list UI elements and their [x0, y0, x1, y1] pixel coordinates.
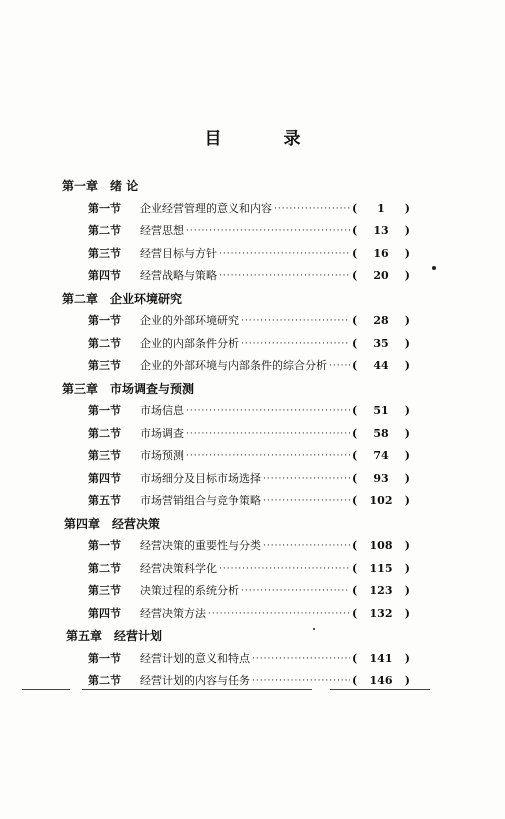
chapter-title: 市场调查与预测: [110, 381, 195, 396]
chapter-heading: [64, 515, 160, 533]
chapter-title: 经营决策: [112, 516, 161, 531]
toc-entry: [88, 335, 410, 353]
page-number: 16: [373, 246, 389, 260]
chapter-title: 绪 论: [110, 179, 139, 193]
section-title: 市场信息: [140, 404, 184, 417]
chapter-heading: [66, 627, 162, 645]
open-paren: (: [352, 494, 358, 507]
open-paren: (: [352, 539, 358, 552]
section-title: 经营决策科学化: [140, 561, 217, 575]
page-ref: [352, 222, 410, 240]
close-paren: ): [404, 426, 410, 440]
page-ref: [352, 425, 410, 443]
section-title: 经营目标与方针: [140, 246, 217, 260]
close-paren: ): [404, 404, 410, 417]
open-paren: (: [352, 584, 358, 597]
open-paren: (: [352, 336, 358, 350]
close-paren: ): [404, 359, 410, 372]
leader-dots: [219, 560, 350, 578]
open-paren: (: [352, 314, 358, 327]
toc-entry: [88, 672, 410, 690]
leader-dots: [186, 447, 350, 465]
page-number: 35: [373, 336, 389, 350]
close-paren: ): [404, 269, 410, 282]
open-paren: (: [352, 269, 358, 282]
section-number: 第三节: [88, 359, 121, 372]
leader-dots: [241, 582, 350, 600]
close-paren: ): [404, 246, 410, 260]
section-title: 经营计划的内容与任务: [140, 674, 250, 687]
section-number: 第二节: [88, 224, 121, 237]
page-number: 108: [369, 539, 393, 552]
page-number: 146: [369, 674, 393, 687]
section-number: 第一节: [88, 539, 121, 552]
section-title: 决策过程的系统分析: [140, 584, 239, 597]
section-title: 经营决策方法: [140, 606, 206, 620]
ink-speck: [313, 628, 315, 630]
page-number: 102: [369, 494, 393, 507]
page-number: 93: [373, 471, 389, 485]
section-title: 企业的外部环境与内部条件的综合分析: [140, 359, 327, 372]
close-paren: ): [404, 314, 410, 327]
leader-dots: [252, 672, 350, 690]
section-title: 企业的外部环境研究: [140, 314, 239, 327]
close-paren: ): [404, 336, 410, 350]
toc-entry: [88, 267, 410, 285]
section-title: 经营决策的重要性与分类: [140, 539, 261, 552]
chapter-heading: [62, 380, 194, 398]
page-title: 目 录: [204, 129, 329, 149]
page-ref: [352, 492, 410, 510]
toc-entry: [88, 492, 410, 510]
footer-rule: [22, 689, 70, 690]
ink-speck: [432, 266, 436, 270]
section-title: 市场预测: [140, 449, 184, 462]
section-number: 第四节: [88, 606, 121, 620]
footer-rule: [82, 689, 312, 690]
page-number: 115: [369, 561, 393, 575]
section-number: 第二节: [88, 674, 121, 687]
footer-rule: [330, 689, 430, 690]
toc-entry: [88, 650, 410, 668]
page-number: 44: [373, 359, 389, 372]
page-number: 74: [373, 449, 389, 462]
open-paren: (: [352, 359, 358, 372]
section-number: 第四节: [88, 471, 121, 485]
toc-entry: [88, 402, 410, 420]
toc-entry: [88, 357, 410, 375]
open-paren: (: [352, 404, 358, 417]
close-paren: ): [404, 651, 410, 665]
leader-dots: [186, 425, 350, 443]
leader-dots: [219, 245, 350, 263]
close-paren: ): [404, 584, 410, 597]
page-ref: [352, 312, 410, 330]
section-title: 企业经营管理的意义和内容: [140, 201, 272, 215]
close-paren: ): [404, 201, 410, 215]
leader-dots: [263, 492, 350, 510]
page-ref: [352, 245, 410, 263]
section-title: 市场细分及目标市场选择: [140, 471, 261, 485]
page-ref: [352, 605, 410, 623]
toc-entry: [88, 222, 410, 240]
section-title: 企业的内部条件分析: [140, 336, 239, 350]
close-paren: ): [404, 471, 410, 485]
leader-dots: [329, 357, 350, 375]
page-ref: [352, 267, 410, 285]
open-paren: (: [352, 426, 358, 440]
section-number: 第一节: [88, 314, 121, 327]
page-ref: [352, 560, 410, 578]
section-number: 第二节: [88, 336, 121, 350]
page-number: 58: [373, 426, 389, 440]
open-paren: (: [352, 561, 358, 575]
leader-dots: [186, 402, 350, 420]
page-ref: [352, 357, 410, 375]
toc-entry: [88, 560, 410, 578]
page-number: 132: [369, 606, 393, 620]
toc-entry: [88, 200, 410, 218]
open-paren: (: [352, 201, 358, 215]
chapter-title: 经营计划: [114, 629, 163, 643]
section-number: 第二节: [88, 561, 121, 575]
section-number: 第一节: [88, 201, 121, 215]
toc-entry: [88, 245, 410, 263]
page-number: 123: [369, 584, 393, 597]
leader-dots: [263, 537, 350, 555]
page-ref: [352, 470, 410, 488]
page-number: 28: [373, 314, 389, 327]
page-number: 1: [377, 201, 385, 215]
page-ref: [352, 335, 410, 353]
open-paren: (: [352, 674, 358, 687]
chapter-number: 第四章: [64, 516, 101, 531]
toc-entry: [88, 425, 410, 443]
page-ref: [352, 200, 410, 218]
page-ref: [352, 537, 410, 555]
chapter-heading: [62, 177, 138, 195]
section-number: 第五节: [88, 494, 121, 507]
toc-entry: [88, 447, 410, 465]
toc-entry: [88, 537, 410, 555]
page-number: 13: [373, 224, 389, 237]
open-paren: (: [352, 606, 358, 620]
section-number: 第一节: [88, 651, 121, 665]
close-paren: ): [404, 674, 410, 687]
section-title: 市场调查: [140, 426, 184, 440]
chapter-number: 第三章: [62, 381, 99, 396]
leader-dots: [241, 335, 350, 353]
page-ref: [352, 582, 410, 600]
section-number: 第三节: [88, 584, 121, 597]
chapter-heading: [62, 290, 182, 308]
chapter-title: 企业环境研究: [110, 291, 183, 306]
section-number: 第四节: [88, 269, 121, 282]
page-ref: [352, 402, 410, 420]
close-paren: ): [404, 539, 410, 552]
open-paren: (: [352, 471, 358, 485]
toc-entry: [88, 470, 410, 488]
page-ref: [352, 650, 410, 668]
leader-dots: [219, 267, 350, 285]
chapter-number: 第五章: [66, 629, 103, 643]
section-title: 经营战略与策略: [140, 269, 217, 282]
section-number: 第一节: [88, 404, 121, 417]
leader-dots: [241, 312, 350, 330]
chapter-number: 第一章: [62, 179, 99, 193]
section-title: 经营计划的意义和特点: [140, 651, 250, 665]
page-ref: [352, 447, 410, 465]
close-paren: ): [404, 561, 410, 575]
close-paren: ): [404, 449, 410, 462]
page-number: 20: [373, 269, 389, 282]
open-paren: (: [352, 449, 358, 462]
leader-dots: [274, 200, 350, 218]
page-number: 51: [373, 404, 389, 417]
toc-entry: [88, 582, 410, 600]
toc-entry: [88, 605, 410, 623]
leader-dots: [208, 605, 350, 623]
open-paren: (: [352, 224, 358, 237]
close-paren: ): [404, 224, 410, 237]
chapter-number: 第二章: [62, 291, 99, 306]
section-title: 经营思想: [140, 224, 184, 237]
open-paren: (: [352, 651, 358, 665]
page-number: 141: [369, 651, 393, 665]
section-number: 第三节: [88, 246, 121, 260]
section-number: 第二节: [88, 426, 121, 440]
open-paren: (: [352, 246, 358, 260]
leader-dots: [263, 470, 350, 488]
leader-dots: [252, 650, 350, 668]
close-paren: ): [404, 494, 410, 507]
page-ref: [352, 672, 410, 690]
section-title: 市场营销组合与竞争策略: [140, 494, 261, 507]
toc-entry: [88, 312, 410, 330]
leader-dots: [186, 222, 350, 240]
close-paren: ): [404, 606, 410, 620]
section-number: 第三节: [88, 449, 121, 462]
